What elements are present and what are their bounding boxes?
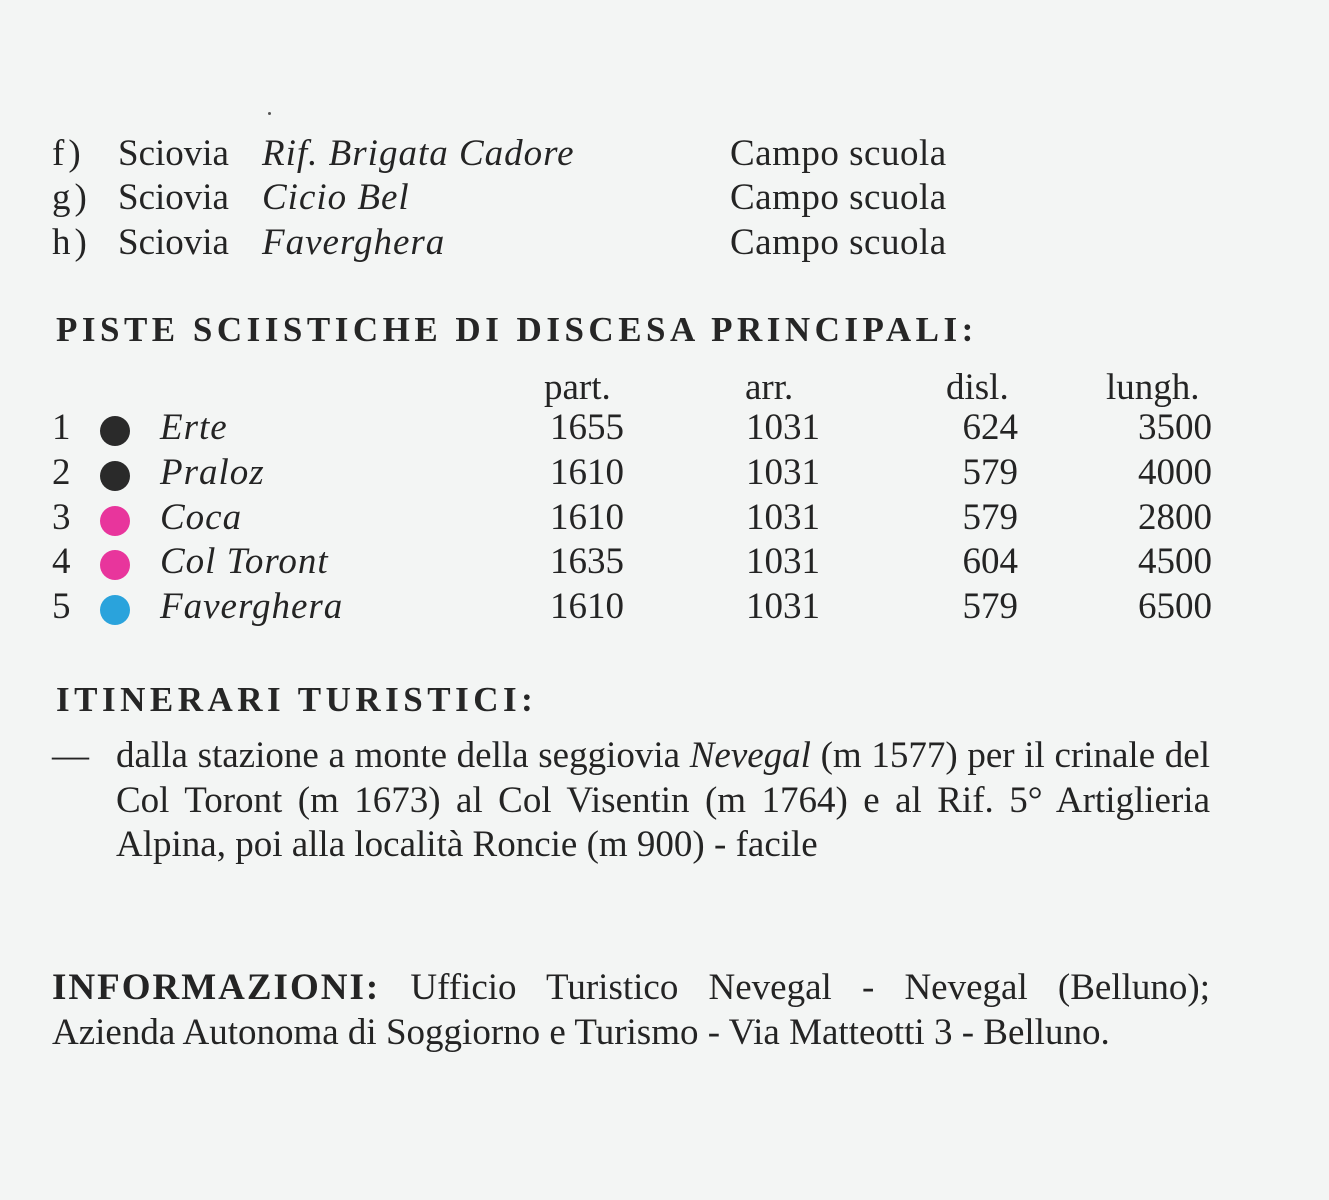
run-number: 2 (52, 452, 71, 493)
run-arr: 1031 (746, 407, 820, 448)
run-row (52, 496, 1222, 540)
run-row (52, 406, 1222, 450)
run-row (52, 451, 1222, 495)
run-name: Col Toront (160, 541, 329, 582)
difficulty-dot-icon (100, 595, 130, 625)
run-row (52, 540, 1222, 584)
run-name: Coca (160, 497, 243, 538)
run-disl: 579 (962, 586, 1018, 627)
runs-heading: PISTE SCIISTICHE DI DISCESA PRINCIPALI: (56, 310, 978, 349)
itinerari-text-end: (m 1577) per il crinale del Col Toront (m 1673) al Col Visentin (m 1764) e al Rif. 5° Artiglieria Alpina, poi alla località Roncie (m 900) - facile (116, 735, 1210, 865)
informazioni-text: Ufficio Turistico Nevegal - Nevegal (Belluno); Azienda Autonoma di Soggiorno e Turismo - Via Matteotti 3 - Belluno. (52, 967, 1210, 1053)
run-name: Erte (160, 407, 228, 448)
run-disl: 604 (962, 541, 1018, 582)
list-dash: — (52, 735, 89, 776)
lift-use: Campo scuola (730, 177, 947, 218)
difficulty-dot-icon (100, 550, 130, 580)
run-name: Faverghera (160, 586, 344, 627)
lift-row (52, 221, 1052, 265)
lift-type: Sciovia (118, 222, 229, 263)
lift-letter: g) (52, 177, 91, 218)
lift-use: Campo scuola (730, 222, 947, 263)
column-header-part: part. (544, 367, 611, 408)
itinerari-heading: ITINERARI TURISTICI: (56, 680, 538, 719)
run-number: 5 (52, 586, 71, 627)
lift-name: Cicio Bel (262, 177, 410, 218)
run-row (52, 585, 1222, 629)
run-part: 1610 (550, 586, 624, 627)
lift-letter: f) (52, 133, 85, 174)
run-disl: 579 (962, 497, 1018, 538)
run-part: 1610 (550, 497, 624, 538)
lift-letter: h) (52, 222, 91, 263)
run-arr: 1031 (746, 541, 820, 582)
difficulty-dot-icon (100, 506, 130, 536)
informazioni-label: INFORMAZIONI: (52, 967, 381, 1008)
lift-type: Sciovia (118, 177, 229, 218)
run-name: Praloz (160, 452, 265, 493)
run-lungh: 3500 (1138, 407, 1212, 448)
run-arr: 1031 (746, 586, 820, 627)
column-header-arr: arr. (745, 367, 794, 408)
run-arr: 1031 (746, 497, 820, 538)
lift-name: Rif. Brigata Cadore (262, 133, 575, 174)
column-header-disl: disl. (946, 367, 1009, 408)
run-lungh: 6500 (1138, 586, 1212, 627)
run-lungh: 4500 (1138, 541, 1212, 582)
lift-type: Sciovia (118, 133, 229, 174)
run-part: 1610 (550, 452, 624, 493)
lift-use: Campo scuola (730, 133, 947, 174)
run-part: 1655 (550, 407, 624, 448)
lift-row (52, 176, 1052, 220)
run-lungh: 4000 (1138, 452, 1212, 493)
run-disl: 579 (962, 452, 1018, 493)
difficulty-dot-icon (100, 461, 130, 491)
informazioni-paragraph (52, 966, 1210, 1055)
run-part: 1635 (550, 541, 624, 582)
run-number: 3 (52, 497, 71, 538)
run-lungh: 2800 (1138, 497, 1212, 538)
itinerari-paragraph (116, 734, 1210, 868)
lift-name: Faverghera (262, 222, 446, 263)
lift-row (52, 132, 1052, 176)
itinerari-italic: Nevegal (689, 735, 811, 776)
difficulty-dot-icon (100, 416, 130, 446)
column-header-lungh: lungh. (1106, 367, 1200, 408)
itinerari-text-start: dalla stazione a monte della seggiovia (116, 735, 690, 776)
run-number: 4 (52, 541, 71, 582)
run-number: 1 (52, 407, 71, 448)
run-arr: 1031 (746, 452, 820, 493)
run-disl: 624 (962, 407, 1018, 448)
stray-dot (268, 112, 271, 115)
